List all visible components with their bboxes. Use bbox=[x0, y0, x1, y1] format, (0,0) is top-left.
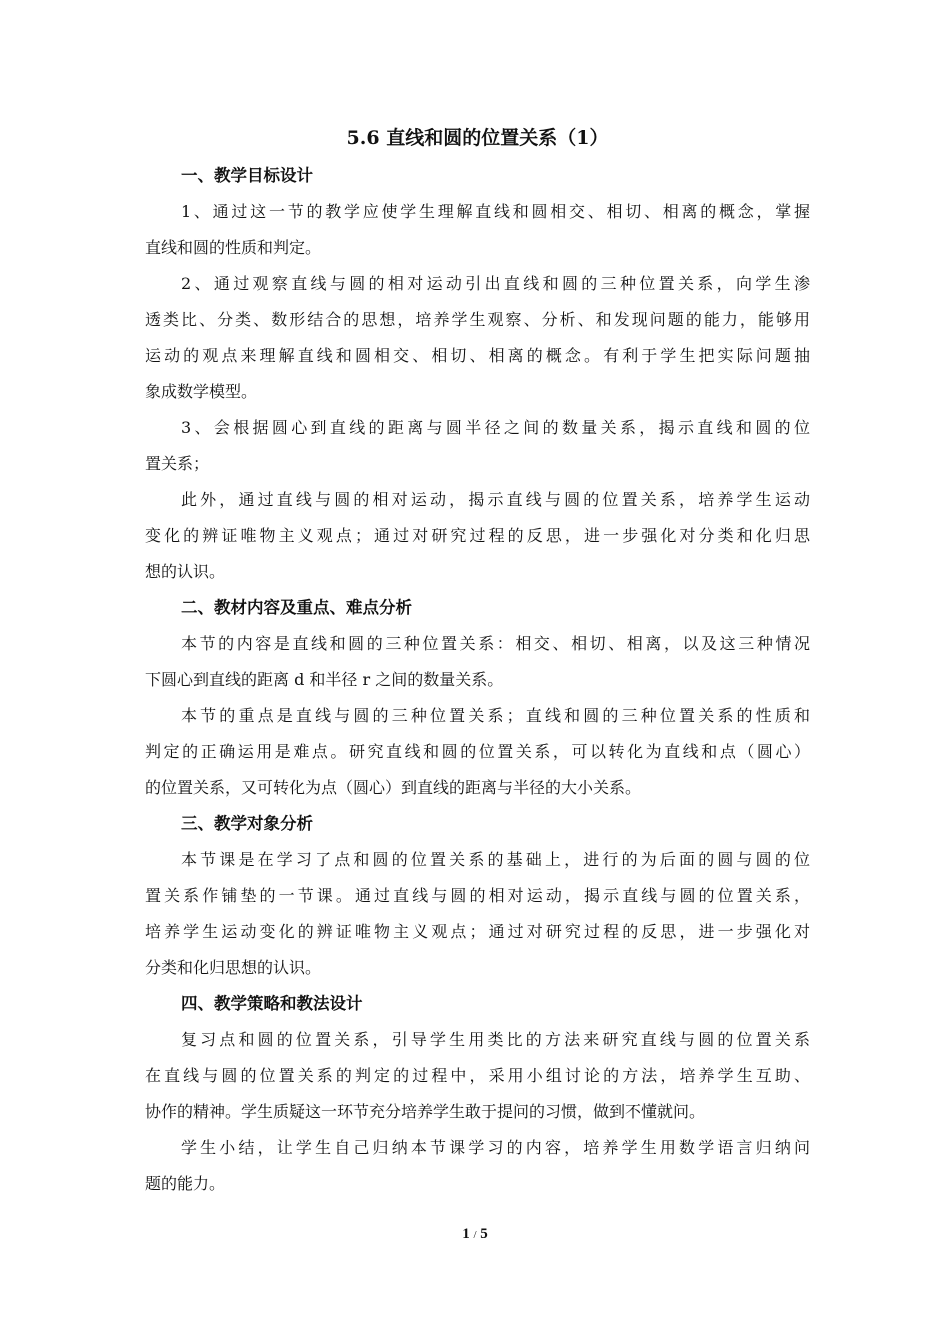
current-page-number: 1 bbox=[462, 1226, 470, 1242]
paragraph-line: 本节的重点是直线与圆的三种位置关系；直线和圆的三种位置关系的性质和 bbox=[181, 706, 810, 725]
paragraph bbox=[145, 1022, 810, 1130]
total-page-count: 5 bbox=[480, 1226, 488, 1242]
paragraph-line: 1、通过这一节的教学应使学生理解直线和圆相交、相切、相离的概念，掌握 bbox=[181, 202, 810, 221]
paragraph-line: 的位置关系，又可转化为点（圆心）到直线的距离与半径的大小关系。 bbox=[145, 778, 642, 797]
paragraph-line: 判定的正确运用是难点。研究直线和圆的位置关系，可以转化为直线和点（圆心） bbox=[145, 742, 810, 761]
paragraph bbox=[145, 194, 810, 266]
section-heading: 三、教学对象分析 bbox=[181, 814, 313, 833]
paragraph-line: 3、会根据圆心到直线的距离与圆半径之间的数量关系，揭示直线和圆的位 bbox=[181, 418, 810, 437]
document-body bbox=[145, 158, 810, 1202]
paragraph-line: 此外，通过直线与圆的相对运动，揭示直线与圆的位置关系，培养学生运动 bbox=[181, 490, 810, 509]
paragraph bbox=[145, 1130, 810, 1202]
page-footer bbox=[0, 1226, 950, 1243]
paragraph-line: 2、通过观察直线与圆的相对运动引出直线和圆的三种位置关系，向学生渗 bbox=[181, 274, 810, 293]
paragraph-line: 协作的精神。学生质疑这一环节充分培养学生敢于提问的习惯，做到不懂就问。 bbox=[145, 1102, 706, 1121]
section-heading: 一、教学目标设计 bbox=[181, 166, 313, 185]
paragraph-line: 学生小结，让学生自己归纳本节课学习的内容，培养学生用数学语言归纳问 bbox=[181, 1138, 810, 1157]
paragraph-line: 分类和化归思想的认识。 bbox=[145, 958, 322, 977]
paragraph-line: 题的能力。 bbox=[145, 1174, 226, 1193]
paragraph bbox=[145, 410, 810, 482]
section-heading: 四、教学策略和教法设计 bbox=[181, 994, 363, 1013]
paragraph-line: 置关系作铺垫的一节课。通过直线与圆的相对运动，揭示直线与圆的位置关系， bbox=[145, 886, 810, 905]
paragraph-line: 变化的辨证唯物主义观点；通过对研究过程的反思，进一步强化对分类和化归思 bbox=[145, 526, 810, 545]
paragraph-line: 在直线与圆的位置关系的判定的过程中，采用小组讨论的方法，培养学生互助、 bbox=[145, 1066, 810, 1085]
paragraph-line: 培养学生运动变化的辨证唯物主义观点；通过对研究过程的反思，进一步强化对 bbox=[145, 922, 810, 941]
paragraph-line: 本节的内容是直线和圆的三种位置关系：相交、相切、相离，以及这三种情况 bbox=[181, 634, 810, 653]
paragraph bbox=[145, 482, 810, 590]
paragraph-line: 运动的观点来理解直线和圆相交、相切、相离的概念。有利于学生把实际问题抽 bbox=[145, 346, 810, 365]
paragraph-line: 象成数学模型。 bbox=[145, 382, 258, 401]
document-title: 5.6 直线和圆的位置关系（1） bbox=[346, 127, 609, 149]
paragraph bbox=[145, 626, 810, 698]
document-page bbox=[145, 118, 810, 1202]
paragraph bbox=[145, 266, 810, 410]
paragraph-line: 直线和圆的性质和判定。 bbox=[145, 238, 322, 257]
paragraph-line: 想的认识。 bbox=[145, 562, 226, 581]
paragraph-line: 置关系； bbox=[145, 454, 210, 473]
paragraph-line: 下圆心到直线的距离 d 和半径 r 之间的数量关系。 bbox=[145, 670, 504, 689]
paragraph-line: 本节课是在学习了点和圆的位置关系的基础上，进行的为后面的圆与圆的位 bbox=[181, 850, 810, 869]
paragraph-line: 复习点和圆的位置关系，引导学生用类比的方法来研究直线与圆的位置关系 bbox=[181, 1030, 810, 1049]
page-separator: / bbox=[473, 1229, 477, 1241]
section-heading: 二、教材内容及重点、难点分析 bbox=[181, 598, 412, 617]
paragraph bbox=[145, 698, 810, 806]
paragraph-line: 透类比、分类、数形结合的思想，培养学生观察、分析、和发现问题的能力，能够用 bbox=[145, 310, 810, 329]
paragraph bbox=[145, 842, 810, 986]
